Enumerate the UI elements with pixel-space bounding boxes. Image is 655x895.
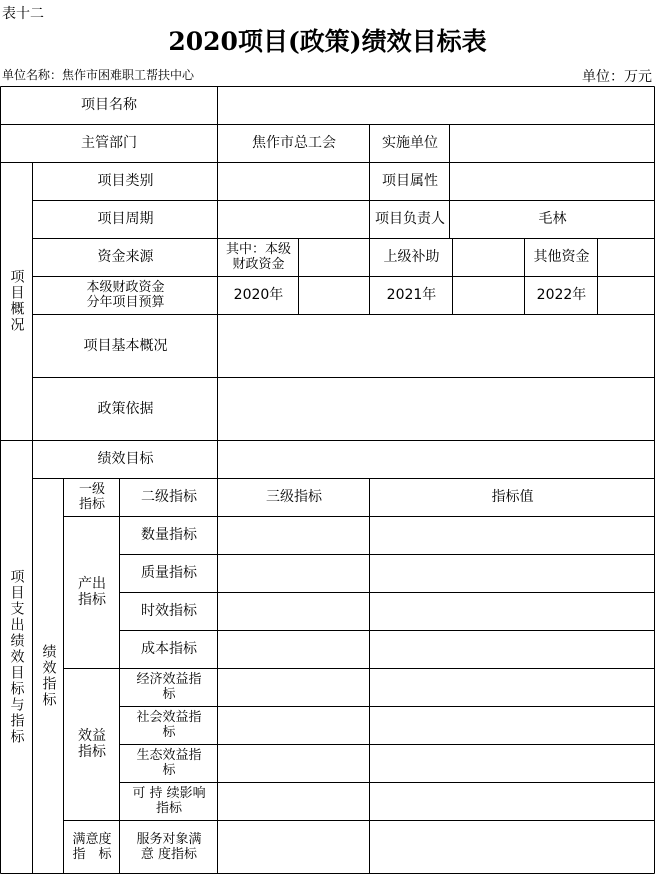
- category-field[interactable]: [218, 162, 370, 200]
- label-budget-split: 本级财政资金分年项目预算: [86, 280, 165, 310]
- project-name-field[interactable]: [218, 86, 655, 124]
- social-level3-field[interactable]: [218, 706, 370, 744]
- header-level2: 二级指标: [141, 489, 197, 505]
- own-fund-field[interactable]: [299, 238, 370, 276]
- timeliness-level3-field[interactable]: [218, 592, 370, 630]
- quantity-level3-field[interactable]: [218, 516, 370, 554]
- leader-value: 毛林: [538, 211, 567, 227]
- label-benefit-indicator: 效益指标: [77, 728, 106, 760]
- header-level1: 一级指标: [78, 482, 105, 512]
- timeliness-value-field[interactable]: [370, 592, 655, 630]
- economic-level3-field[interactable]: [218, 668, 370, 706]
- ecological-value-field[interactable]: [370, 744, 655, 782]
- perf-goal-field[interactable]: [218, 440, 655, 478]
- section-overview: 项目概况: [8, 269, 25, 333]
- year-2021-field[interactable]: [453, 276, 525, 314]
- policy-basis-field[interactable]: [218, 377, 655, 440]
- label-cost: 成本指标: [141, 641, 197, 657]
- quantity-value-field[interactable]: [370, 516, 655, 554]
- label-satisfaction-indicator: 满意度指 标: [72, 831, 112, 862]
- label-department: 主管部门: [81, 135, 137, 151]
- service-target-level3-field[interactable]: [218, 820, 370, 873]
- period-field[interactable]: [218, 200, 370, 238]
- label-social: 社会效益指标: [136, 710, 202, 740]
- sustainable-level3-field[interactable]: [218, 782, 370, 820]
- attribute-field[interactable]: [450, 162, 655, 200]
- sustainable-value-field[interactable]: [370, 782, 655, 820]
- service-target-value-field[interactable]: [370, 820, 655, 873]
- label-quantity: 数量指标: [141, 527, 197, 543]
- label-impl-unit: 实施单位: [382, 135, 438, 151]
- label-basic-overview: 项目基本概况: [83, 337, 168, 354]
- label-service-target: 服务对象满意 度指标: [136, 831, 202, 862]
- label-attribute: 项目属性: [382, 173, 438, 189]
- label-fund-source: 资金来源: [97, 249, 154, 265]
- label-leader: 项目负责人: [375, 211, 445, 227]
- social-value-field[interactable]: [370, 706, 655, 744]
- header-level3: 三级指标: [266, 489, 322, 505]
- page-title: 2020项目(政策)绩效目标表: [168, 27, 487, 56]
- header-indicator-value: 指标值: [491, 489, 534, 505]
- quality-level3-field[interactable]: [218, 554, 370, 592]
- year-2022-field[interactable]: [598, 276, 655, 314]
- label-economic: 经济效益指标: [136, 672, 202, 702]
- label-timeliness: 时效指标: [141, 603, 197, 619]
- label-year-2021: 2021年: [386, 287, 437, 303]
- label-other-funds: 其他资金: [533, 249, 590, 265]
- department-value: 焦作市总工会: [252, 135, 336, 151]
- label-of-which: 其中：本级财政资金: [226, 242, 292, 272]
- label-quality: 质量指标: [141, 565, 197, 581]
- label-period: 项目周期: [97, 211, 154, 227]
- label-year-2022: 2022年: [536, 287, 587, 303]
- label-project-name: 项目名称: [81, 97, 137, 113]
- cost-level3-field[interactable]: [218, 630, 370, 668]
- label-policy-basis: 政策依据: [97, 400, 154, 417]
- other-funds-field[interactable]: [598, 238, 655, 276]
- unit-name: 单位名称：焦作市困难职工帮扶中心: [2, 68, 195, 82]
- label-year-2020: 2020年: [233, 287, 284, 303]
- quality-value-field[interactable]: [370, 554, 655, 592]
- label-output-indicator: 产出指标: [77, 576, 106, 608]
- year-2020-field[interactable]: [299, 276, 370, 314]
- label-sustainable: 可 持 续影响指标: [132, 786, 206, 816]
- currency-unit: 单位：万元: [582, 69, 652, 85]
- cost-value-field[interactable]: [370, 630, 655, 668]
- label-category: 项目类别: [97, 173, 154, 189]
- economic-value-field[interactable]: [370, 668, 655, 706]
- impl-unit-field[interactable]: [450, 124, 655, 162]
- basic-overview-field[interactable]: [218, 314, 655, 377]
- section-performance: 项目支出绩效目标与指标: [8, 568, 25, 745]
- label-perf-goal: 绩效目标: [97, 451, 154, 467]
- superior-subsidy-field[interactable]: [453, 238, 525, 276]
- label-perf-indicator: 绩效指标: [40, 643, 57, 708]
- ecological-level3-field[interactable]: [218, 744, 370, 782]
- label-superior-subsidy: 上级补助: [383, 249, 440, 265]
- table-number: 表十二: [2, 6, 44, 22]
- label-ecological: 生态效益指标: [136, 748, 202, 778]
